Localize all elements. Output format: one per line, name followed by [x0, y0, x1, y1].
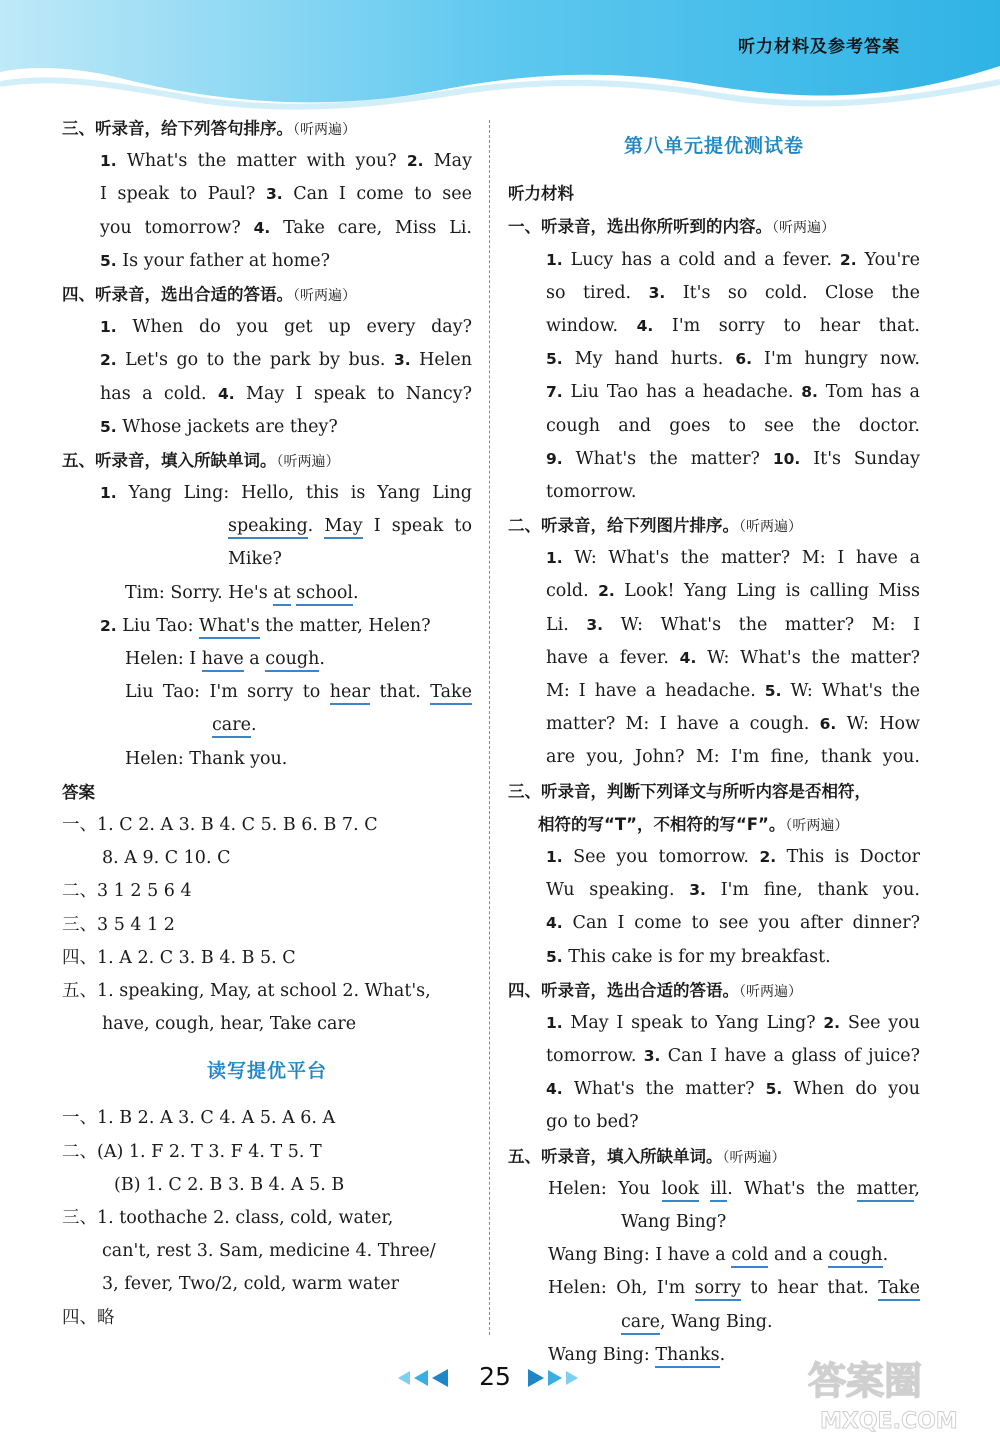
right-column	[508, 112, 920, 1372]
fill-answer: Thanks	[655, 1345, 719, 1368]
listening-label: 听力材料	[508, 184, 574, 204]
text-line: 1. Lucy has a cold and a fever. 2. You're	[546, 249, 920, 270]
fill-answer: cold	[731, 1245, 768, 1268]
fill-answer: care	[621, 1312, 660, 1335]
fill-answer: Take	[430, 682, 472, 705]
text-line: Helen: I have a cough.	[62, 643, 472, 676]
text-line: Helen: Thank you.	[125, 748, 288, 769]
text-line: has a cold. 4. May I speak to Nancy?	[100, 383, 472, 404]
unit-test-title: 第八单元提优测试卷	[623, 135, 804, 157]
text-line: 2. Let's go to the park by bus. 3. Helen	[100, 350, 472, 371]
section-title: 读写提优平台	[206, 1060, 327, 1083]
text-line: 2. Liu Tao: What's the matter, Helen?	[62, 610, 472, 643]
text-line: Mike?	[228, 549, 282, 570]
text-line: Li. 3. W: What's the matter? M: I	[546, 614, 920, 635]
fill-answer: hear	[330, 682, 370, 705]
answer-row: 一、1. C 2. A 3. B 4. C 5. B 6. B 7. C	[62, 814, 378, 835]
text-line: care, Wang Bing.	[508, 1306, 920, 1339]
column-divider	[489, 120, 490, 1335]
text-line: have a fever. 4. W: What's the matter?	[546, 647, 920, 668]
text-line: 1. Yang Ling: Hello, this is Yang Ling	[100, 483, 472, 504]
text-line: so tired. 3. It's so cold. Close the	[546, 282, 920, 303]
next-arrows-icon	[528, 1368, 592, 1388]
fill-answer: look	[662, 1179, 699, 1202]
text-line: cold. 2. Look! Yang Ling is calling Miss	[546, 581, 920, 602]
watermark-url: MXQE.COM	[820, 1409, 958, 1434]
section-heading: 二、听录音，给下列图片排序。（听两遍）	[508, 516, 802, 536]
text-line: 5. My hand hurts. 6. I'm hungry now.	[546, 349, 920, 370]
fill-answer: cough	[265, 649, 319, 672]
text-line: cough and goes to see the doctor.	[546, 415, 920, 436]
section-heading: 四、听录音，选出合适的答语。（听两遍）	[508, 980, 802, 1000]
text-line: you tomorrow? 4. Take care, Miss Li.	[100, 217, 472, 238]
text-line: 1. See you tomorrow. 2. This is Doctor	[546, 846, 920, 867]
text-line: M: I have a headache. 5. W: What's the	[546, 681, 920, 701]
text-line: I speak to Paul? 3. Can I come to see	[100, 184, 472, 205]
fill-answer: speaking	[228, 516, 308, 539]
text-line: 4. Can I come to see you after dinner?	[546, 913, 920, 934]
text-line: 1. When do you get up every day?	[100, 317, 472, 338]
answer-row: 二、(A) 1. F 2. T 3. F 4. T 5. T	[62, 1141, 322, 1162]
answer-row: 二、3 1 2 5 6 4	[62, 881, 192, 902]
fill-answer: Take	[878, 1278, 920, 1301]
answer-row: (B) 1. C 2. B 3. B 4. A 5. B	[114, 1174, 345, 1195]
answer-row: 五、1. speaking, May, at school 2. What's,	[62, 980, 431, 1001]
fill-answer: school	[296, 583, 353, 606]
watermark-logo-text: 答案圈	[808, 1359, 923, 1403]
text-line: Wang Bing?	[621, 1212, 727, 1232]
fill-answer: have	[202, 649, 244, 672]
section-heading: 五、听录音，填入所缺单词。（听两遍）	[508, 1146, 786, 1166]
fill-answer: sorry	[695, 1278, 741, 1301]
fill-answer: cough	[828, 1245, 882, 1268]
answer-row: 四、1. A 2. C 3. B 4. B 5. C	[62, 947, 296, 968]
text-line: 1. W: What's the matter? M: I have a	[546, 548, 920, 569]
text-line: Helen: You look ill. What's the matter,	[508, 1173, 920, 1206]
text-line: matter? M: I have a cough. 6. W: How	[546, 714, 920, 735]
answer-row: 四、略	[62, 1307, 115, 1328]
text-line: go to bed?	[546, 1112, 639, 1133]
text-line: Tim: Sorry. He's at school.	[62, 577, 472, 610]
fill-answer: care	[212, 715, 251, 738]
page-number: 25	[479, 1362, 511, 1391]
answer-row: can't, rest 3. Sam, medicine 4. Three/	[102, 1241, 436, 1262]
text-line: window. 4. I'm sorry to hear that.	[546, 315, 920, 336]
prev-arrows-icon	[398, 1368, 462, 1388]
fill-answer: May	[324, 516, 362, 539]
fill-answer: What's	[199, 616, 260, 639]
section-heading: 三、听录音，给下列答句排序。（听两遍）	[62, 119, 356, 138]
left-column	[62, 112, 472, 1335]
section-heading: 五、听录音，填入所缺单词。（听两遍）	[62, 450, 340, 470]
section-heading: 三、听录音，判断下列译文与所听内容是否相符，	[508, 781, 871, 801]
text-line: 9. What's the matter? 10. It's Sunday	[546, 448, 920, 469]
answer-row: have, cough, hear, Take care	[102, 1014, 357, 1035]
fill-answer: matter	[857, 1179, 915, 1202]
text-line: 5. Is your father at home?	[100, 250, 330, 271]
text-line: Wang Bing: Thanks.	[508, 1339, 920, 1372]
text-line: are you, John? M: I'm fine, thank you.	[546, 747, 920, 768]
text-line: Wu speaking. 3. I'm fine, thank you.	[546, 880, 920, 901]
answer-row: 三、1. toothache 2. class, cold, water,	[62, 1208, 394, 1228]
text-line: 1. What's the matter with you? 2. May	[100, 151, 472, 172]
answer-row: 8. A 9. C 10. C	[102, 848, 231, 869]
text-line: Wang Bing: I have a cold and a cough.	[508, 1239, 920, 1272]
text-line: 1. May I speak to Yang Ling? 2. See you	[546, 1012, 920, 1033]
answer-row: 一、1. B 2. A 3. C 4. A 5. A 6. A	[62, 1108, 336, 1129]
text-line: 7. Liu Tao has a headache. 8. Tom has a	[546, 382, 920, 403]
watermark-logo	[800, 1350, 990, 1435]
section-heading: 一、听录音，选出你所听到的内容。（听两遍）	[508, 217, 835, 237]
text-line: care.	[62, 709, 472, 742]
text-line: 5. Whose jackets are they?	[100, 416, 338, 437]
fill-answer: ill	[710, 1179, 727, 1202]
answer-row: 3, fever, Two/2, cold, warm water	[102, 1274, 399, 1295]
section-heading-cont: 相符的写“T”，不相符的写“F”。（听两遍）	[538, 814, 849, 834]
fill-answer: at	[273, 583, 290, 606]
text-line: tomorrow. 3. Can I have a glass of juice?	[546, 1046, 920, 1067]
text-line: tomorrow.	[546, 481, 637, 502]
text-line: Liu Tao: I'm sorry to hear that. Take	[62, 676, 472, 709]
header-band	[0, 0, 1000, 112]
section-heading: 四、听录音，选出合适的答语。（听两遍）	[62, 284, 356, 304]
text-line: 5. This cake is for my breakfast.	[546, 946, 831, 967]
text-line: speaking. May I speak to	[62, 510, 472, 543]
header-title: 听力材料及参考答案	[738, 37, 900, 57]
text-line: Helen: Oh, I'm sorry to hear that. Take	[508, 1272, 920, 1305]
answers-label: 答案	[62, 782, 95, 802]
answer-row: 三、3 5 4 1 2	[62, 914, 175, 935]
text-line: 4. What's the matter? 5. When do you	[546, 1079, 920, 1100]
